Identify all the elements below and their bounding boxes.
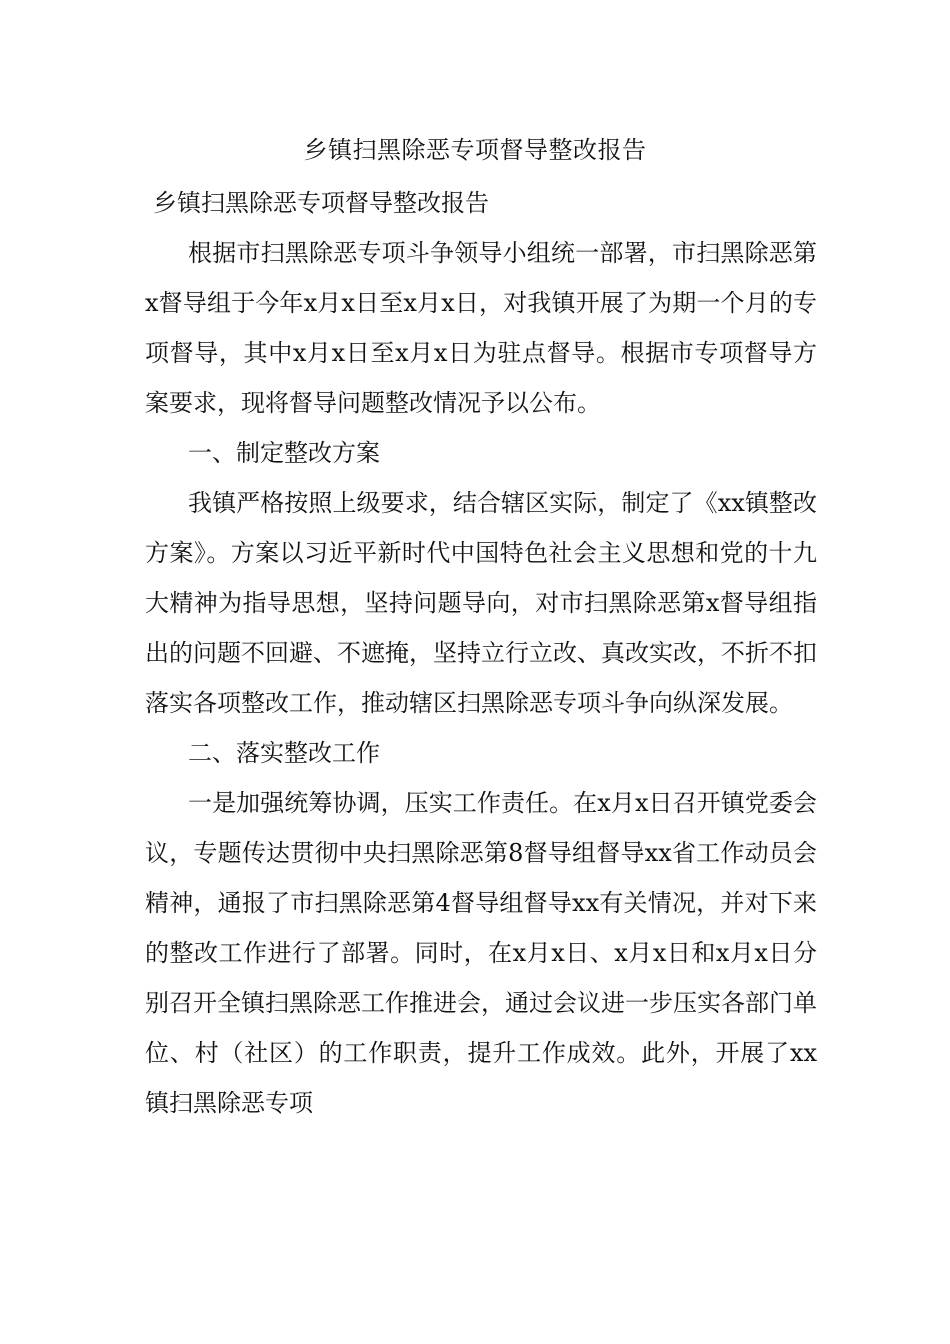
paragraph-implementation: 一是加强统筹协调，压实工作责任。在x月x日召开镇党委会议，专题传达贯彻中央扫黑除恶第8督导组督导xx省工作动员会精神，通报了市扫黑除恶第4督导组督导xx有关情况，并对下来的整改工作进行了部署。同时，在x月x日、x月x日和x月x日分别召开全镇扫黑除恶工作推进会，通过会议进一步压实各部门单位、村（社区）的工作职责，提升工作成效。此外，开展了xx镇扫黑除恶专项 [145,789,817,1117]
document-subtitle: 乡镇扫黑除恶专项督导整改报告 [153,189,489,217]
paragraph-plan: 我镇严格按照上级要求，结合辖区实际，制定了《xx镇整改方案》。方案以习近平新时代中国特色社会主义思想和党的十九大精神为指导思想，坚持问题导向，对市扫黑除恶第x督导组指出的问题不回避、不遮掩，坚持立行立改、真改实改，不折不扣落实各项整改工作，推动辖区扫黑除恶专项斗争向纵深发展。 [145,489,817,717]
section-heading-1: 一、制定整改方案 [188,439,380,467]
paragraph-intro: 根据市扫黑除恶专项斗争领导小组统一部署，市扫黑除恶第x督导组于今年x月x日至x月x日，对我镇开展了为期一个月的专项督导，其中x月x日至x月x日为驻点督导。根据市专项督导方案要求，现将督导问题整改情况予以公布。 [145,239,817,417]
document-body [145,178,817,1128]
document-title: 乡镇扫黑除恶专项督导整改报告 [303,136,647,164]
section-heading-2: 二、落实整改工作 [188,739,380,767]
